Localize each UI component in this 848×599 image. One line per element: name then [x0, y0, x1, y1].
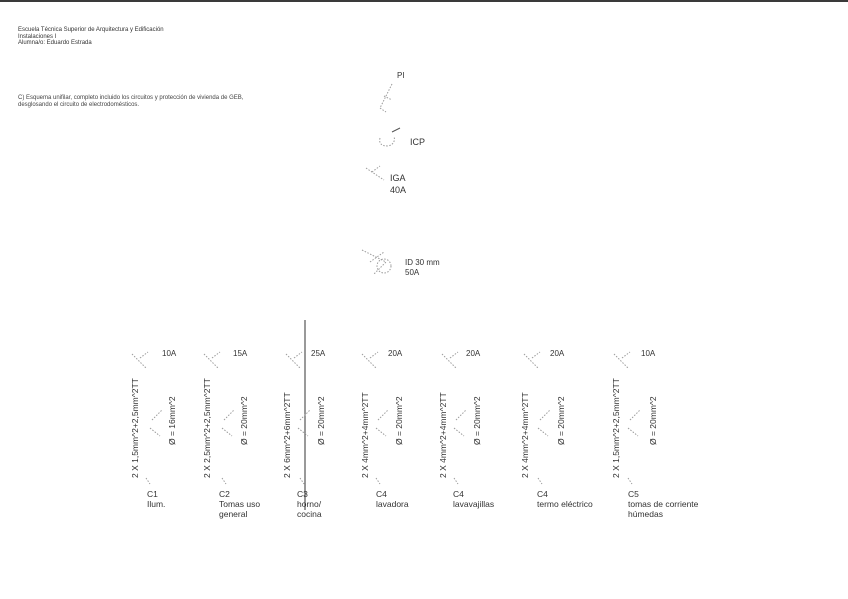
statement-line: desglosando el circuito de electrodomésticos.	[18, 102, 140, 108]
circuit-tube: Ø = 16mm^2	[167, 396, 177, 445]
circuit-code: C3	[297, 489, 308, 499]
circuit-tube: Ø = 20mm^2	[648, 396, 658, 445]
circuit-amperage: 20A	[466, 349, 481, 358]
circuit-description: horno/	[297, 499, 322, 509]
circuit-tube: Ø = 20mm^2	[394, 396, 404, 445]
circuit-amperage: 10A	[641, 349, 656, 358]
circuit-description: tomas de corriente	[628, 499, 699, 509]
course-name: Instalaciones I	[18, 33, 57, 40]
iga-label: IGA	[390, 173, 406, 183]
circuit-c5-label	[628, 489, 698, 519]
circuit-description: húmedas	[628, 509, 663, 519]
circuit-description: Tomas uso	[219, 499, 261, 509]
circuit-cable: 2 X 4mm^2+4mm^2TT	[360, 392, 370, 478]
id-amperage: 50A	[405, 268, 420, 277]
circuit-code: C4	[537, 489, 548, 499]
iga-amperage: 40A	[390, 185, 407, 195]
icp-switch	[392, 128, 400, 132]
circuit-cable: 2 X 4mm^2+4mm^2TT	[520, 392, 530, 478]
circuit-description: general	[219, 509, 248, 519]
id-label: ID 30 mm	[405, 258, 440, 267]
iga-symbol	[366, 166, 384, 180]
icp-symbol	[380, 136, 395, 146]
circuit-tube: Ø = 20mm^2	[556, 396, 566, 445]
circuit-cable: 2 X 6mm^2+6mm^2TT	[282, 392, 292, 478]
circuit-code: C5	[628, 489, 639, 499]
circuit-amperage: 20A	[550, 349, 565, 358]
circuit-tube: Ø = 20mm^2	[316, 396, 326, 445]
pi-label: PI	[397, 71, 405, 80]
circuit-cable: 2 X 2,5mm^2+2,5mm^2TT	[202, 378, 212, 478]
circuit-code: C1	[147, 489, 158, 499]
icp-label: ICP	[410, 137, 426, 147]
circuit-code: C4	[453, 489, 464, 499]
circuit-c2-label	[219, 489, 260, 519]
circuit-cable: 2 X 1,5mm^2+2,5mm^2TT	[130, 378, 140, 478]
circuit-amperage: 20A	[388, 349, 403, 358]
circuit-description: termo eléctrico	[537, 499, 593, 509]
circuit-amperage: 15A	[233, 349, 248, 358]
circuit-cable: 2 X 4mm^2+4mm^2TT	[438, 392, 448, 478]
circuit-c4-lavadora-label	[376, 489, 409, 509]
circuit-cable: 2 X 1,5mm^2+2,5mm^2TT	[611, 378, 621, 478]
circuit-tube: Ø = 20mm^2	[239, 396, 249, 445]
pi-symbol	[380, 84, 392, 112]
student-name: Alumna/o: Eduardo Estrada	[18, 40, 92, 46]
circuit-c4-termo-label	[537, 489, 593, 509]
circuit-description: Ilum.	[147, 499, 166, 509]
school-name: Escuela Técnica Superior de Arquitectura y Edificación	[18, 27, 164, 33]
circuit-tube: Ø = 20mm^2	[472, 396, 482, 445]
id-symbol	[362, 250, 386, 274]
circuit-description: lavavajillas	[453, 499, 495, 509]
circuit-c4-lavavajillas-label	[453, 489, 494, 509]
circuit-code: C2	[219, 489, 230, 499]
circuit-amperage: 10A	[162, 349, 177, 358]
circuit-description: lavadora	[376, 499, 409, 509]
circuit-description: cocina	[297, 509, 322, 519]
circuit-c1-label	[147, 489, 165, 509]
circuit-amperage: 25A	[311, 349, 326, 358]
circuit-code: C4	[376, 489, 387, 499]
statement-line: C) Esquema unifilar, completo incluido los circuitos y protección de vivienda de GEB,	[18, 95, 244, 101]
circuit-c3-label	[297, 489, 322, 519]
